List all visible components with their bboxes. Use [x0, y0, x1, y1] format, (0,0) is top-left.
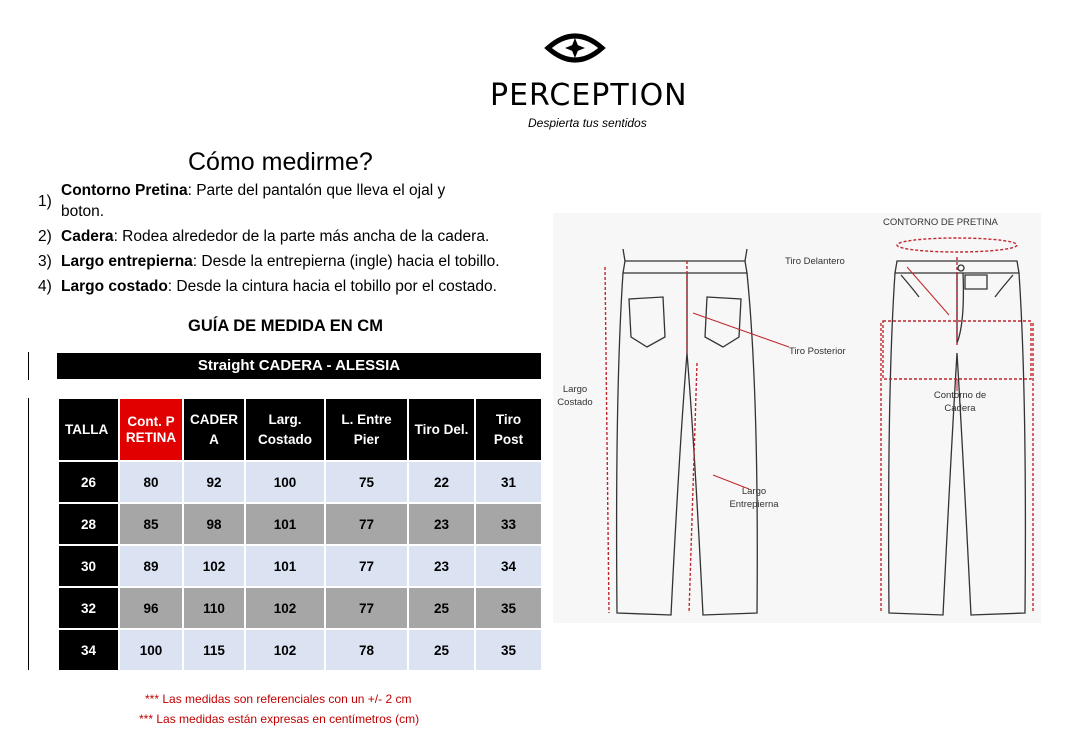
- label-largo-entrepierna: Largo Entrepierna: [729, 486, 779, 510]
- note-units: *** Las medidas están expresas en centímetros (cm): [139, 712, 420, 726]
- step-number: 2): [38, 228, 52, 245]
- table-cell: 92: [183, 461, 245, 503]
- note-tolerance: *** Las medidas son referenciales con un +/- 2 cm: [145, 692, 412, 706]
- table-cell: 23: [408, 503, 475, 545]
- table-row: [58, 629, 542, 671]
- col-header-talla: TALLA: [58, 398, 119, 461]
- table-cell: 25: [408, 629, 475, 671]
- cell-talla: 28: [58, 503, 119, 545]
- col-header-largo-entrepierna: [325, 398, 408, 461]
- col-header-cadera: [183, 398, 245, 461]
- table-cell: 100: [119, 629, 183, 671]
- table-row: [58, 461, 542, 503]
- step-term: Largo costado: [61, 278, 168, 295]
- measurement-diagram: [553, 213, 1041, 623]
- table-cell: 101: [245, 503, 325, 545]
- step-number: 4): [38, 278, 52, 295]
- brand-tagline: Despierta tus sentidos: [528, 116, 647, 130]
- table-cell: 101: [245, 545, 325, 587]
- table-cell: 98: [183, 503, 245, 545]
- table-cell: 75: [325, 461, 408, 503]
- table-cell: 35: [475, 629, 542, 671]
- header-label: CADERA: [190, 411, 239, 447]
- header-label: Cont. PRETINA: [125, 413, 177, 445]
- label-contorno-cadera: Contorno de Cadera: [933, 390, 987, 414]
- step-desc: : Parte del pantalón que lleva el ojal y boton.: [61, 182, 446, 220]
- step-text: [61, 226, 541, 247]
- brand-name: PERCEPTION: [490, 78, 688, 113]
- table-cell: 80: [119, 461, 183, 503]
- cell-talla: 30: [58, 545, 119, 587]
- step-term: Largo entrepierna: [61, 253, 193, 270]
- col-header-largo-costado: [245, 398, 325, 461]
- label-tiro-delantero: Tiro Delantero: [785, 256, 845, 267]
- cell-talla: 34: [58, 629, 119, 671]
- divider: [28, 398, 29, 670]
- eye-icon: [470, 28, 670, 78]
- table-cell: 23: [408, 545, 475, 587]
- step-desc: : Desde la cintura hacia el tobillo por el costado.: [167, 278, 497, 295]
- table-cell: 22: [408, 461, 475, 503]
- jeans-illustration: [553, 213, 1041, 623]
- header-label: L. Entre Pier: [341, 411, 392, 447]
- table-cell: 77: [325, 545, 408, 587]
- cell-talla: 32: [58, 587, 119, 629]
- guide-title: GUÍA DE MEDIDA EN CM: [188, 317, 383, 335]
- col-header-tiro-post: [475, 398, 542, 461]
- header-label: Larg. Costado: [258, 411, 312, 447]
- table-cell: 96: [119, 587, 183, 629]
- cell-talla: 26: [58, 461, 119, 503]
- col-header-cont-pretina: [119, 398, 183, 461]
- table-cell: 77: [325, 587, 408, 629]
- how-to-title: Cómo medirme?: [188, 148, 373, 176]
- step-desc: : Desde la entrepierna (ingle) hacia el tobillo.: [192, 253, 500, 270]
- table-row: [58, 545, 542, 587]
- step-number: 1): [38, 193, 52, 210]
- step-desc: : Rodea alrededor de la parte más ancha de la cadera.: [113, 228, 490, 245]
- table-cell: 102: [183, 545, 245, 587]
- label-contorno-pretina: CONTORNO DE PRETINA: [883, 217, 998, 228]
- step-number: 3): [38, 253, 52, 270]
- table-header-row: [58, 398, 542, 461]
- table-cell: 34: [475, 545, 542, 587]
- table-cell: 35: [475, 587, 542, 629]
- brand-logo: [470, 28, 688, 138]
- model-title: Straight CADERA - ALESSIA: [57, 353, 541, 379]
- table-row: [58, 503, 542, 545]
- table-cell: 31: [475, 461, 542, 503]
- col-header-tiro-del: Tiro Del.: [408, 398, 475, 461]
- step-term: Cadera: [61, 228, 114, 245]
- step-text: [61, 180, 491, 222]
- table-cell: 33: [475, 503, 542, 545]
- table-cell: 25: [408, 587, 475, 629]
- table-cell: 85: [119, 503, 183, 545]
- step-term: Contorno Pretina: [61, 182, 188, 199]
- label-largo-costado: Largo Costado: [557, 384, 593, 408]
- size-table: [57, 397, 543, 672]
- label-tiro-posterior: Tiro Posterior: [789, 346, 846, 357]
- table-cell: 77: [325, 503, 408, 545]
- table-cell: 110: [183, 587, 245, 629]
- step-text: [61, 251, 541, 272]
- table-cell: 100: [245, 461, 325, 503]
- table-cell: 115: [183, 629, 245, 671]
- table-row: [58, 587, 542, 629]
- table-cell: 89: [119, 545, 183, 587]
- step-text: [61, 276, 541, 297]
- table-cell: 78: [325, 629, 408, 671]
- header-label: Tiro Post: [493, 411, 524, 447]
- table-cell: 102: [245, 587, 325, 629]
- divider: [28, 352, 29, 380]
- table-cell: 102: [245, 629, 325, 671]
